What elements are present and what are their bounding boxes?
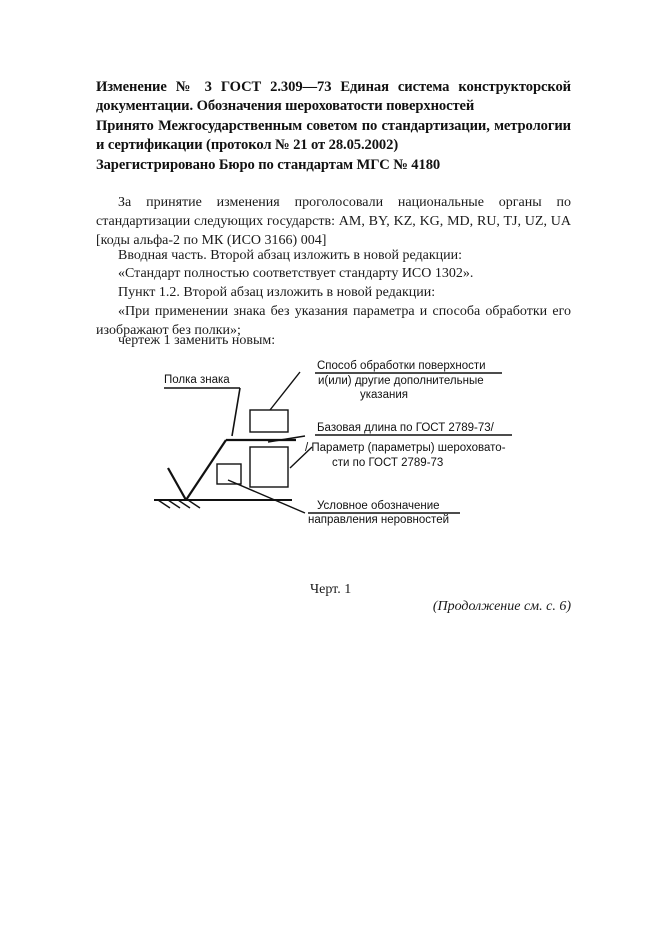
- leader-method: [270, 372, 300, 410]
- leader-shelf: [232, 388, 240, 436]
- iso-paragraph: [96, 264, 571, 283]
- clause-paragraph: [96, 283, 571, 302]
- registration-note: Зарегистрировано Бюро по стандартам МГС № 4180: [96, 157, 441, 173]
- hatch-line: [168, 500, 180, 508]
- adoption-note: Принято Межгосударственным советом по стандартизации, метрологии и сертификации (протокол № 21 от 28.05.2002): [96, 118, 571, 153]
- quote-text: «При применении знака без указания параметра и способа обработки его изображают без полки»;: [96, 304, 571, 338]
- sign-short-leg: [168, 468, 186, 500]
- label-method-line1: Способ обработки поверхности: [317, 360, 486, 372]
- continuation-note: (Продолжение см. с. 6): [432, 599, 571, 614]
- roughness-sign-drawing: [140, 350, 540, 540]
- amendment-title: Изменение № 3 ГОСТ 2.309—73 Единая система конструкторской документации. Обозначения шероховатости поверхностей: [96, 79, 571, 114]
- label-method-line2: и(или) другие дополнительные: [318, 375, 484, 387]
- hatch-line: [178, 500, 190, 508]
- label-direction-line2: направления неровностей: [308, 514, 450, 526]
- method-box: [250, 410, 288, 432]
- voting-paragraph: [96, 193, 571, 250]
- drawing-replace-text: чертеж 1 заменить новым:: [118, 333, 276, 348]
- hatch-line: [158, 500, 170, 508]
- voting-text: За принятие изменения проголосовали национальные органы по стандартизации следующих государств: AM, BY, KZ, KG, MD, RU, TJ, UZ, UA [коды альфа-2 по МК (ИСО 3166) 004]: [96, 195, 571, 248]
- parameter-box: [250, 447, 288, 487]
- iso-text: «Стандарт полностью соответствует стандарту ИСО 1302».: [118, 266, 474, 281]
- figure-caption: Черт. 1: [310, 582, 352, 597]
- intro-text: Вводная часть. Второй абзац изложить в новой редакции:: [118, 248, 462, 263]
- label-base-length: Базовая длина по ГОСТ 2789-73/: [317, 422, 494, 434]
- label-direction-line1: Условное обозначение: [317, 500, 440, 512]
- sign-long-leg: [186, 440, 226, 500]
- label-parameter-line1: / Параметр (параметры) шероховато-: [305, 442, 506, 454]
- label-shelf: Полка знака: [164, 374, 230, 386]
- intro-paragraph: [96, 246, 571, 265]
- drawing-replace-paragraph: [96, 331, 571, 350]
- hatch-line: [188, 500, 200, 508]
- leader-direction: [228, 480, 305, 513]
- label-parameter-line2: сти по ГОСТ 2789-73: [332, 457, 444, 469]
- label-method-line3: указания: [360, 389, 408, 401]
- clause-text: Пункт 1.2. Второй абзац изложить в новой редакции:: [118, 285, 436, 300]
